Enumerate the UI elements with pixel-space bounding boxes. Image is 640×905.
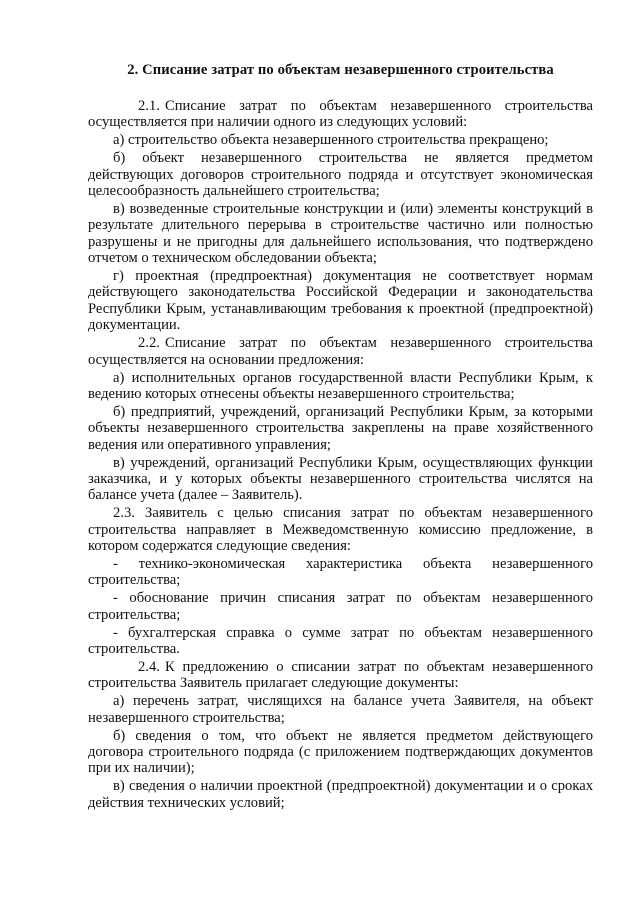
section-heading: 2. Списание затрат по объектам незавершенного строительства [127, 62, 554, 78]
paragraph-2-3-item-2: - обоснование причин списания затрат по объектам незавершенного строительства; [88, 590, 593, 623]
document-body [88, 60, 593, 813]
paragraph-2-3-item-1: - технико-экономическая характеристика объекта незавершенного строительства; [88, 555, 593, 589]
paragraph-text: К предложению о списании затрат по объектам незавершенного строительства Заявитель прилагает следующие документы: [88, 658, 593, 692]
paragraph-text: Списание затрат по объектам незавершенного строительства осуществляется при наличии одного из следующих условий: [88, 98, 593, 131]
paragraph-2-1-v: в) возведенные строительные конструкции и (или) элементы конструкций в результате длительного перерыва в строительстве частично или полностью разрушены и не пригодны для дальнейшего использования, что подтверждено отчетом о техническом обследовании объекта; [88, 200, 593, 267]
paragraph-2-3-item-3: - бухгалтерская справка о сумме затрат по объектам незавершенного строительства. [88, 624, 593, 657]
paragraph-2-1 [88, 98, 593, 131]
paragraph-number: 2.4. [138, 658, 160, 675]
paragraph-2-2-a: а) исполнительных органов государственной власти Республики Крым, к ведению которых отнесены объекты незавершенного строительства; [88, 369, 593, 402]
paragraph-2-4 [88, 659, 593, 692]
paragraph-2-3: 2.3. Заявитель с целью списания затрат по объектам незавершенного строительства направляет в Межведомственную комиссию предложение, в котором содержатся следующие сведения: [88, 505, 593, 555]
paragraph-2-2 [88, 335, 593, 368]
paragraph-2-4-a: а) перечень затрат, числящихся на балансе учета Заявителя, на объект незавершенного строительства; [88, 693, 593, 726]
paragraph-2-4-v: в) сведения о наличии проектной (предпроектной) документации и о сроках действия технических условий; [88, 778, 593, 811]
paragraph-number: 2.1. [138, 98, 160, 114]
paragraph-text: Списание затрат по объектам незавершенного строительства осуществляется на основании предложения: [88, 335, 593, 368]
paragraph-2-2-b: б) предприятий, учреждений, организаций Республики Крым, за которыми объекты незавершенного строительства закреплены на праве хозяйственного ведения или оперативного управления; [88, 403, 593, 453]
paragraph-2-1-g: г) проектная (предпроектная) документация не соответствует нормам действующего законодательства Российской Федерации и законодательства Республики Крым, устанавливающим требования к проектной (предпроектной) документации. [88, 268, 593, 334]
paragraph-2-1-a: а) строительство объекта незавершенного строительства прекращено; [113, 132, 549, 149]
paragraph-2-4-b: б) сведения о том, что объект не является предметом действующего договора строительного подряда (с приложением подтверждающих документов при их наличии); [88, 727, 593, 777]
paragraph-number: 2.2. [138, 335, 160, 352]
paragraph-2-1-b: б) объект незавершенного строительства не является предметом действующих договоров строительного подряда и отсутствует экономическая целесообразность дальнейшего строительства; [88, 150, 593, 200]
paragraph-2-2-v: в) учреждений, организаций Республики Крым, осуществляющих функции заказчика, и у которых объекты незавершенного строительства числятся на балансе учета (далее – Заявитель). [88, 454, 593, 504]
